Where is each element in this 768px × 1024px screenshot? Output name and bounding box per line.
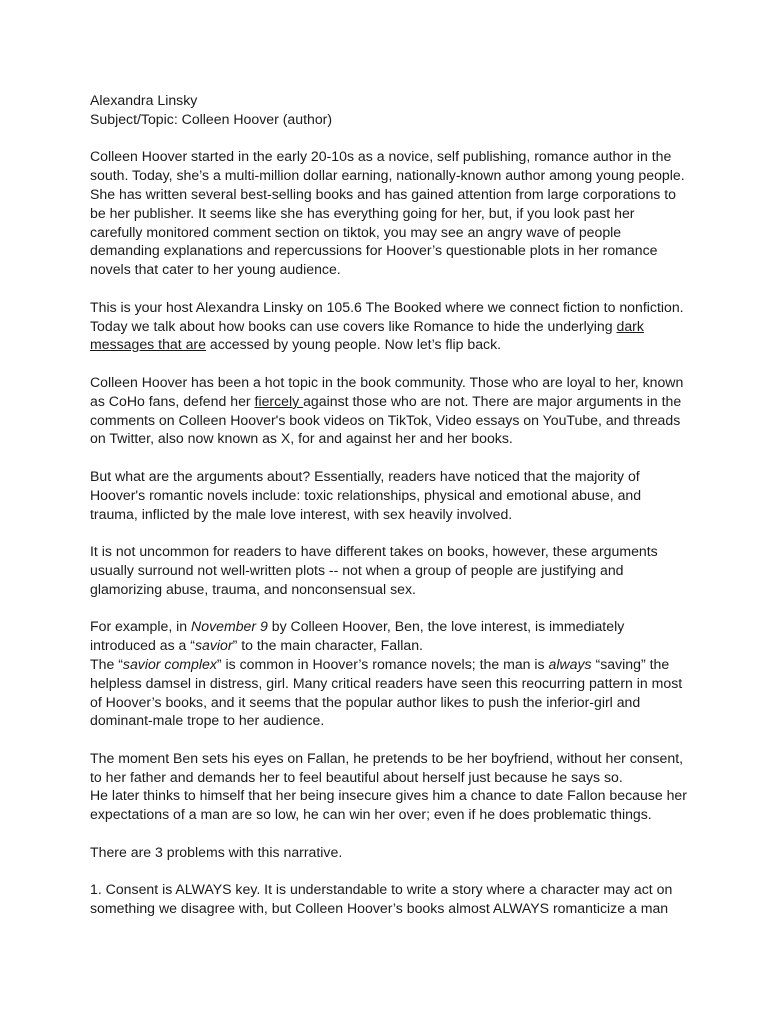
text-line: demanding explanations and repercussions for Hoover’s questionable plots in her romance	[90, 242, 658, 259]
underlined-text: dark	[616, 317, 644, 334]
italic-text: always	[548, 655, 592, 672]
text-span: by Colleen Hoover, Ben, the love interest, is immediately	[267, 618, 625, 635]
text-span: Today we talk about how books can use covers like Romance to hide the underlying	[90, 317, 617, 334]
paragraph-problems: There are 3 problems with this narrative.	[90, 843, 343, 860]
text-line: expectations of a man are so low, he can win her over; even if he does problematic things.	[90, 806, 652, 823]
text-line: It is not uncommon for readers to have different takes on books, however, these arguments	[90, 543, 658, 560]
paragraph-moment	[90, 749, 690, 824]
text-line: But what are the arguments about? Essentially, readers have noticed that the majority of	[90, 467, 640, 484]
italic-text: savior complex	[122, 655, 217, 672]
text-line: carefully monitored comment section on tiktok, you may see an angry wave of people	[90, 223, 622, 240]
text-line: This is your host Alexandra Linsky on 105.6 The Booked where we connect fiction to nonfiction.	[90, 298, 684, 315]
text-line: The moment Ben sets his eyes on Fallan, he pretends to be her boyfriend, without her consent,	[90, 749, 684, 766]
italic-text: savior	[194, 637, 233, 654]
paragraph-gap	[90, 824, 690, 843]
paragraph-intro	[90, 147, 690, 279]
text-span: introduced as a “	[90, 637, 195, 654]
text-span: as CoHo fans, defend her	[90, 392, 255, 409]
text-line: Hoover's romantic novels include: toxic relationships, physical and emotional abuse, and	[90, 486, 642, 503]
text-line: dominant-male trope to her audience.	[90, 712, 325, 729]
paragraph-gap	[90, 523, 690, 542]
paragraph-example	[90, 617, 690, 730]
underlined-text: fiercely	[254, 392, 304, 409]
paragraph-gap	[90, 354, 690, 373]
text-line: something we disagree with, but Colleen Hoover’s books almost ALWAYS romanticize a man	[90, 900, 669, 917]
paragraph-gap	[90, 730, 690, 749]
text-line	[90, 636, 690, 655]
text-span: ” is common in Hoover’s romance novels; the man is	[216, 655, 549, 672]
paragraph-gap	[90, 448, 690, 467]
text-line: trauma, inflicted by the male love interest, with sex heavily involved.	[90, 505, 513, 522]
text-span: For example, in	[90, 618, 192, 635]
paragraph-arguments	[90, 467, 690, 523]
text-line: Colleen Hoover has been a hot topic in the book community. Those who are loyal to her, known	[90, 373, 684, 390]
paragraph-takes	[90, 542, 690, 598]
text-line	[90, 392, 690, 411]
paragraph-gap	[90, 129, 690, 148]
paragraph-host	[90, 298, 690, 354]
text-span: against those who are not. There are major arguments in the	[303, 392, 682, 409]
text-line: south. Today, she’s a multi-million dollar earning, nationally-known author among young people.	[90, 167, 685, 184]
text-span: The “	[90, 655, 123, 672]
paragraph-consent	[90, 880, 690, 918]
document-page	[90, 91, 690, 918]
text-line: Colleen Hoover started in the early 20-10s as a novice, self publishing, romance author in the	[90, 148, 672, 165]
text-line: She has written several best-selling books and has gained attention from large corporations to	[90, 185, 677, 202]
text-line: novels that cater to her young audience.	[90, 261, 341, 278]
text-line: usually surround not well-written plots -- not when a group of people are justifying and	[90, 561, 624, 578]
text-line: to her father and demands her to feel beautiful about herself just because he says so.	[90, 768, 623, 785]
text-line	[90, 655, 690, 674]
paragraph-community	[90, 373, 690, 448]
text-span: “saving” the	[591, 655, 670, 672]
paragraph-gap	[90, 862, 690, 881]
underlined-text: messages that are	[90, 336, 206, 353]
subject-topic: Subject/Topic: Colleen Hoover (author)	[90, 110, 333, 127]
paragraph-gap	[90, 279, 690, 298]
text-line: helpless damsel in distress, girl. Many critical readers have seen this reocurring pattern in most	[90, 674, 683, 691]
text-line: comments on Colleen Hoover's book videos on TikTok, Video essays on YouTube, and threads	[90, 411, 681, 428]
text-line: of Hoover’s books, and it seems that the popular author likes to push the inferior-girl and	[90, 693, 641, 710]
italic-text: November 9	[191, 618, 268, 635]
author-name: Alexandra Linsky	[90, 92, 198, 108]
text-line: be her publisher. It seems like she has everything going for her, but, if you look past her	[90, 204, 635, 221]
text-line: 1. Consent is ALWAYS key. It is understandable to write a story where a character may act on	[90, 881, 673, 898]
text-span: accessed by young people. Now let’s flip back.	[205, 336, 502, 353]
text-line: glamorizing abuse, trauma, and nonconsensual sex.	[90, 580, 416, 597]
paragraph-gap	[90, 599, 690, 618]
text-line	[90, 617, 690, 636]
text-line: He later thinks to himself that her being insecure gives him a chance to date Fallon because her	[90, 787, 687, 804]
text-span: ” to the main character, Fallan.	[232, 637, 423, 654]
text-line	[90, 335, 690, 354]
text-line	[90, 317, 690, 336]
text-line: on Twitter, also now known as X, for and against her and her books.	[90, 430, 513, 447]
